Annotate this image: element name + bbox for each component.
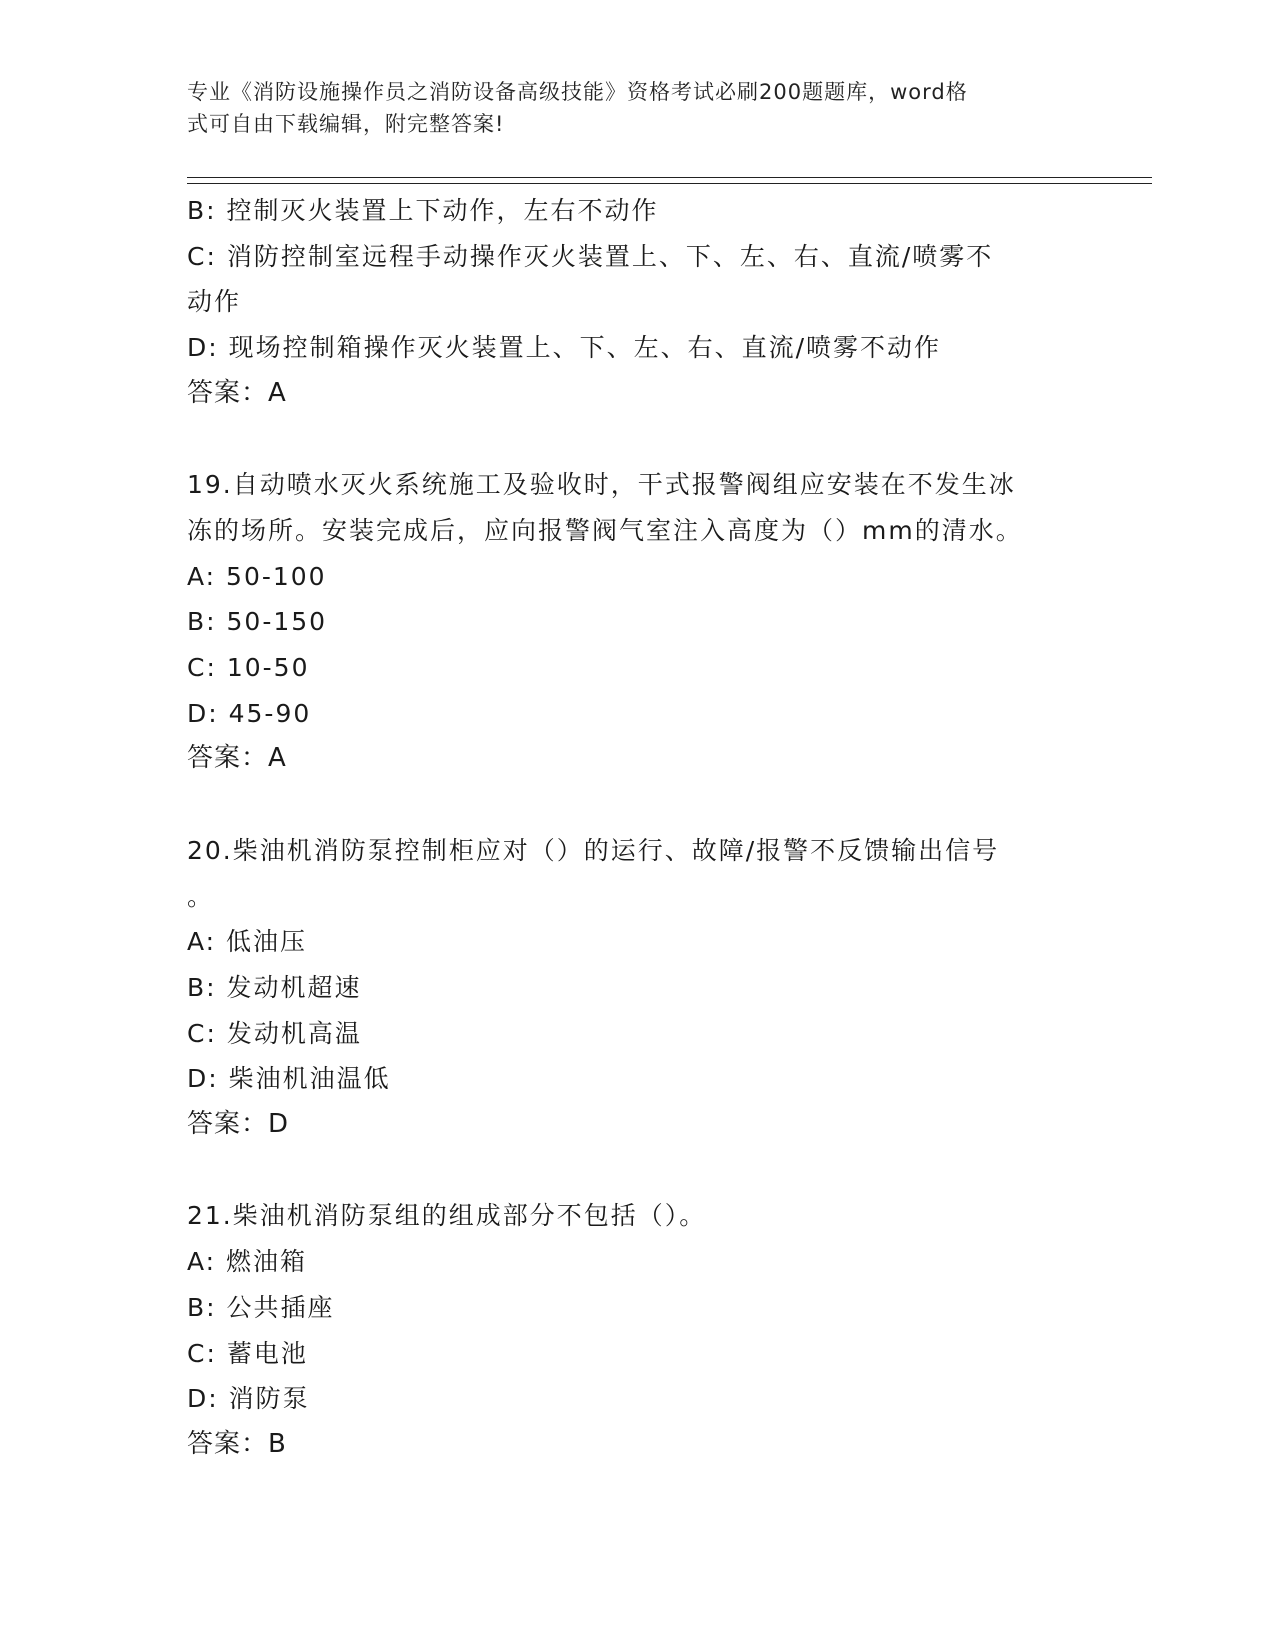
option-b: B: 50-150	[187, 607, 328, 637]
spacer	[187, 782, 1087, 828]
option-a: A: 低油压	[187, 927, 308, 957]
question-19	[187, 462, 1087, 782]
option-c: C: 蓄电池	[187, 1338, 308, 1368]
question-text-line: 冻的场所。安装完成后，应向报警阀气室注入高度为（）mm的清水。	[187, 515, 1023, 545]
option-a: A: 燃油箱	[187, 1247, 308, 1277]
answer-line: 答案：D	[187, 1109, 290, 1140]
continued-question	[187, 188, 1087, 417]
option-c: C: 发动机高温	[187, 1018, 362, 1048]
option-line: 动作	[187, 287, 242, 317]
option-d: D: 45-90	[187, 698, 312, 728]
question-20	[187, 828, 1087, 1148]
header-line-2: 式可自由下载编辑，附完整答案!	[187, 112, 505, 136]
spacer	[187, 1148, 1087, 1194]
option-b: B: 公共插座	[187, 1292, 335, 1322]
option-b: B: 发动机超速	[187, 972, 362, 1002]
header-line-1: 专业《消防设施操作员之消防设备高级技能》资格考试必刷200题题库，word格	[187, 80, 968, 104]
answer-line: 答案：B	[187, 1428, 287, 1459]
option-line: D: 现场控制箱操作灭火装置上、下、左、右、直流/喷雾不动作	[187, 333, 942, 363]
option-d: D: 消防泵	[187, 1384, 310, 1414]
question-text-line: 19.自动喷水灭火系统施工及验收时，干式报警阀组应安装在不发生冰	[187, 470, 1016, 500]
question-text-line: 20.柴油机消防泵控制柜应对（）的运行、故障/报警不反馈输出信号	[187, 835, 1000, 865]
question-text-line: 21.柴油机消防泵组的组成部分不包括（）。	[187, 1201, 707, 1231]
header-rule-top	[187, 177, 1152, 178]
answer-line: 答案：A	[187, 743, 287, 774]
question-content	[187, 188, 1087, 1468]
document-header	[187, 76, 1067, 140]
option-line: C: 消防控制室远程手动操作灭火装置上、下、左、右、直流/喷雾不	[187, 241, 994, 271]
answer-line: 答案：A	[187, 377, 287, 408]
option-a: A: 50-100	[187, 561, 327, 591]
option-line: B: 控制灭火装置上下动作，左右不动作	[187, 196, 659, 225]
option-c: C: 10-50	[187, 653, 310, 683]
header-rule-bottom	[187, 183, 1152, 184]
question-21	[187, 1193, 1087, 1467]
spacer	[187, 417, 1087, 463]
option-d: D: 柴油机油温低	[187, 1064, 391, 1094]
question-text-line: 。	[187, 881, 215, 911]
